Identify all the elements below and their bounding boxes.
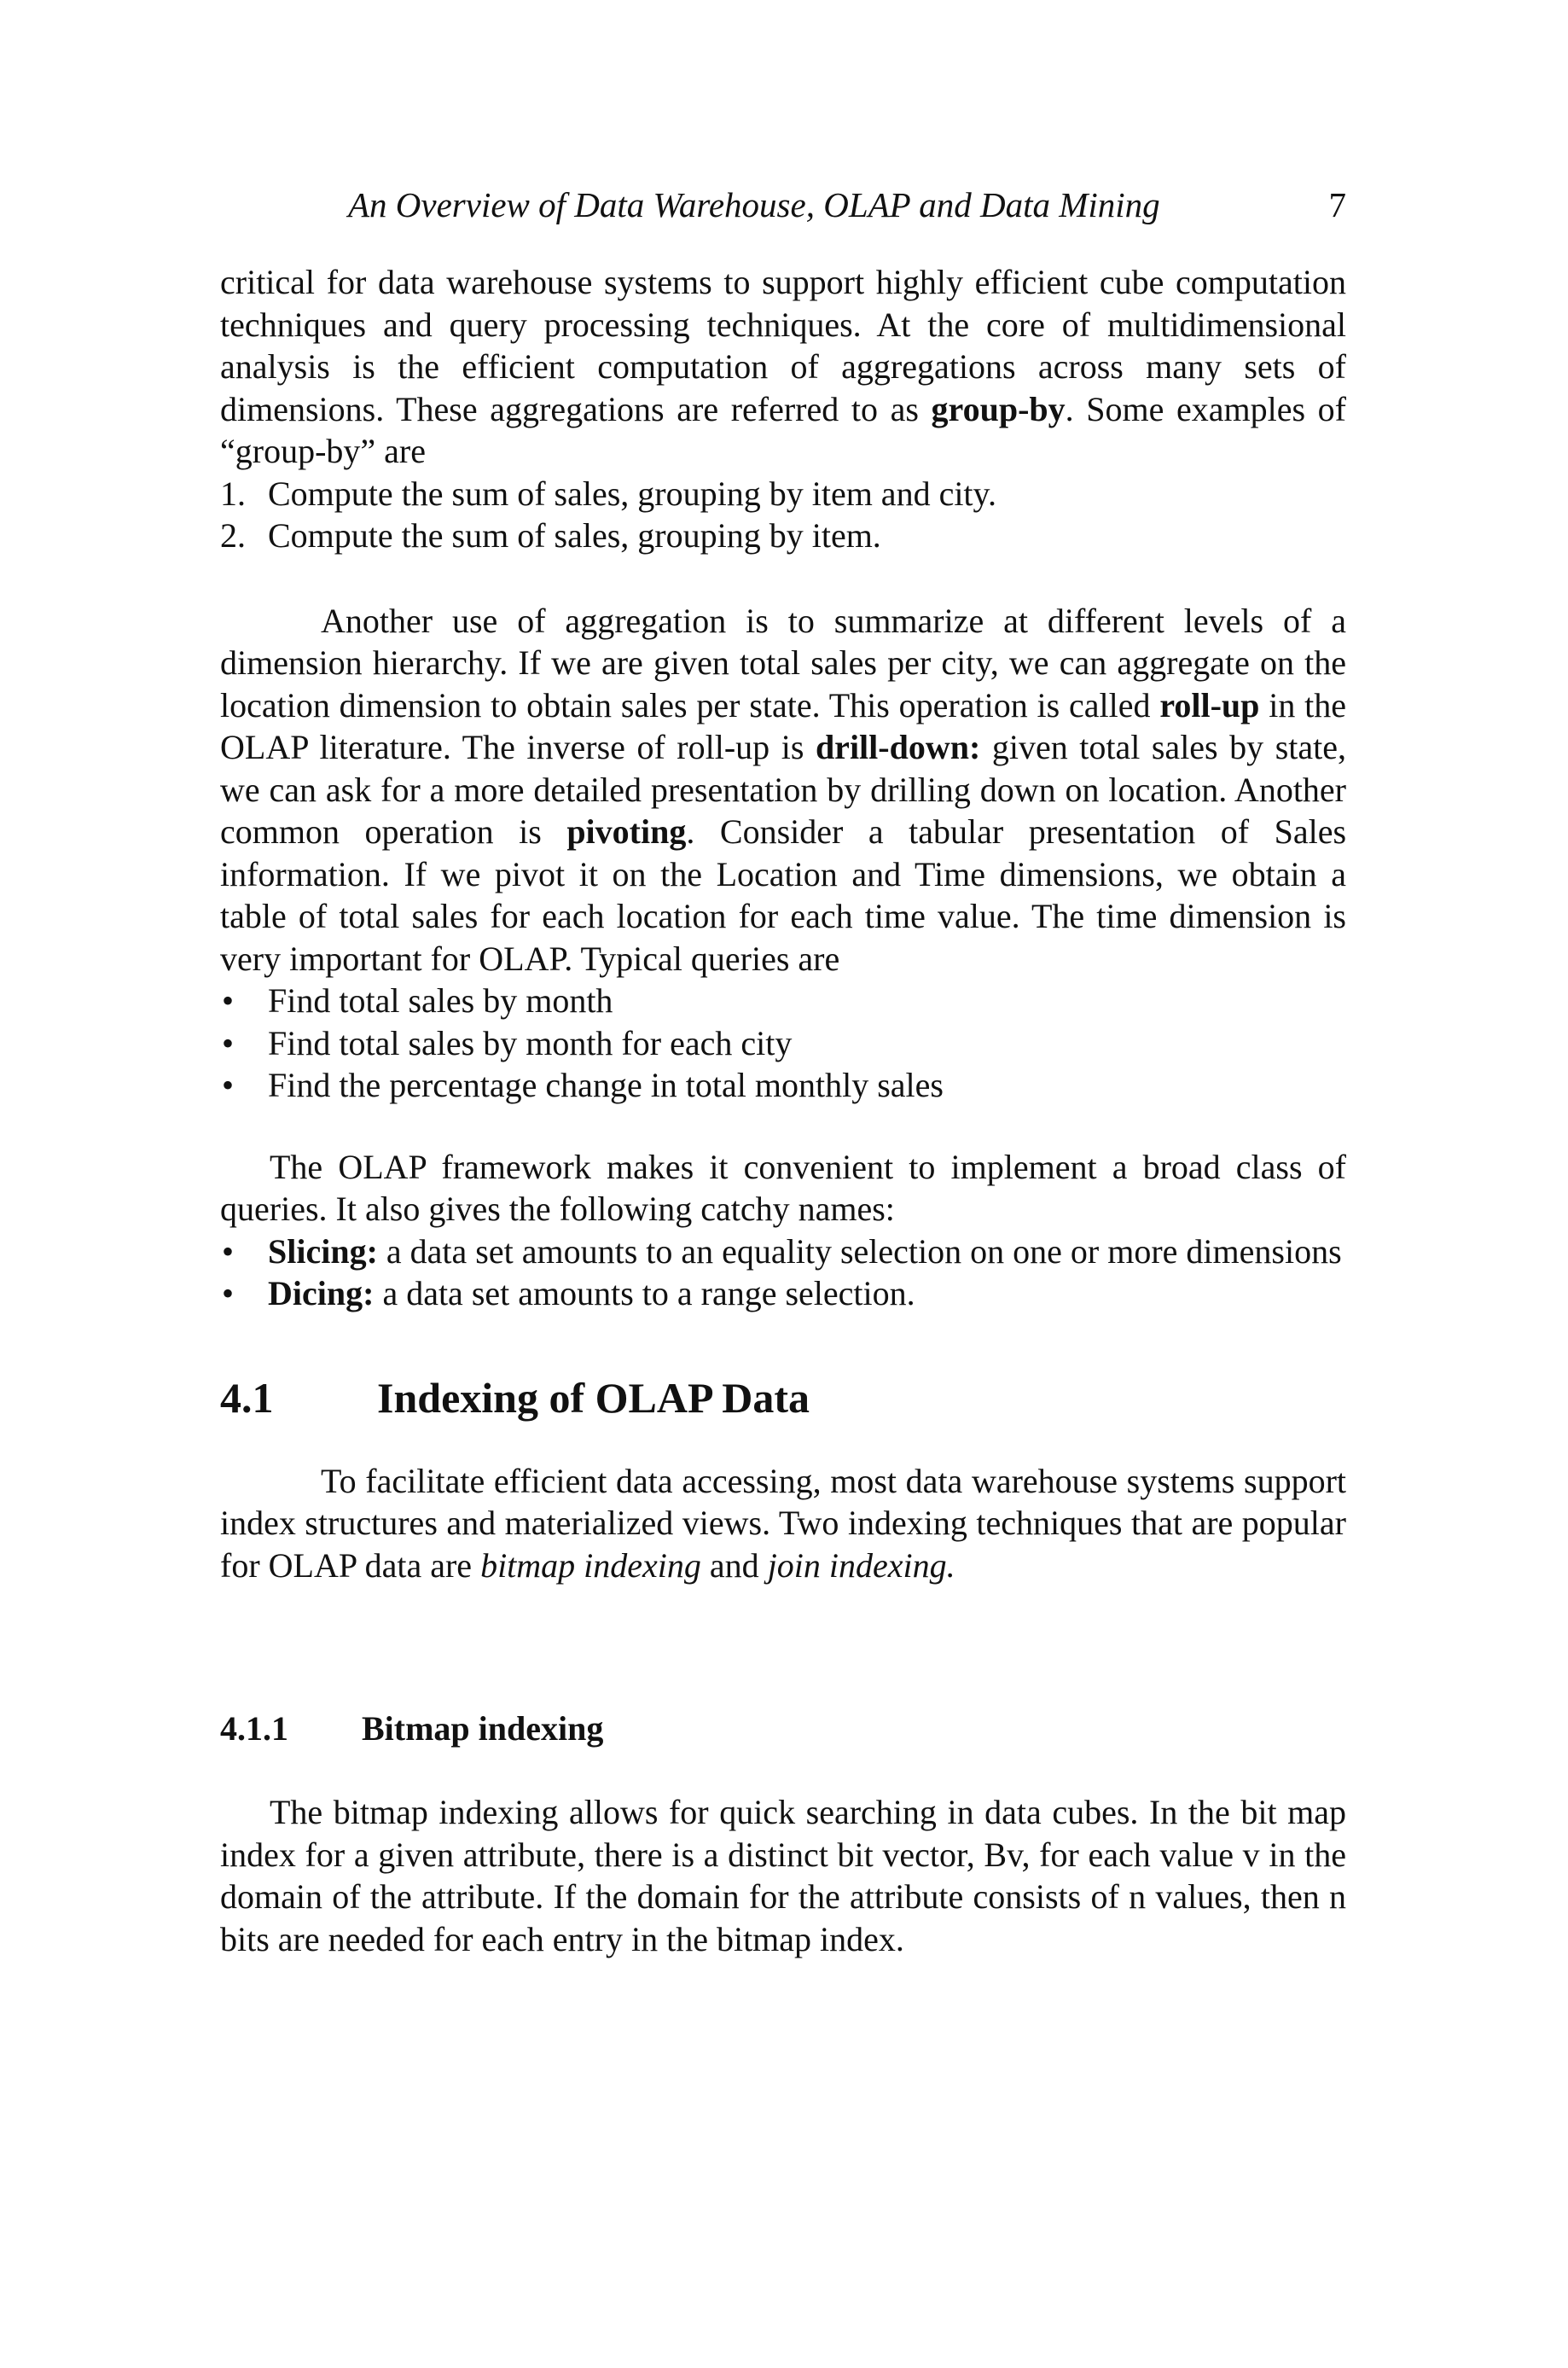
list-item-text: Find total sales by month for each city: [268, 1023, 793, 1062]
list-item: [220, 1231, 1346, 1273]
list-item-text: Find total sales by month: [268, 981, 613, 1020]
list-item-text: Compute the sum of sales, grouping by item.: [268, 516, 881, 555]
term-join-indexing: join indexing.: [767, 1545, 955, 1585]
term-pivoting: pivoting: [566, 812, 687, 851]
term-roll-up: roll-up: [1159, 685, 1260, 724]
term-drill-down: drill-down:: [815, 728, 981, 766]
spacer: [220, 1428, 1346, 1460]
spacer: [220, 1315, 1346, 1368]
running-header: [220, 181, 1346, 229]
section-heading: [220, 1368, 1346, 1428]
bullet: •: [222, 981, 235, 1020]
group-by-examples-list: [220, 473, 1346, 557]
list-item: [220, 1064, 1346, 1107]
term-dicing: Dicing:: [268, 1274, 375, 1312]
page-number: 7: [1328, 185, 1346, 224]
list-item: [220, 515, 1346, 557]
bullet: •: [222, 1023, 235, 1062]
paragraph-aggregation: [220, 600, 1346, 980]
section-number: 4.1: [220, 1373, 274, 1422]
subsection-title: Bitmap indexing: [362, 1709, 604, 1748]
paragraph-group-by: [220, 261, 1346, 473]
paragraph-indexing-text-b: and: [700, 1545, 768, 1585]
term-bitmap-indexing: bitmap indexing: [480, 1545, 701, 1585]
list-item: [220, 473, 1346, 515]
paragraph-olap-framework: The OLAP framework makes it convenient to implement a broad class of queries. It also gives the following catchy names:: [220, 1147, 1346, 1228]
paragraph-aggregation-text-b: in the OLAP literature. The inverse of roll-up is: [220, 685, 1347, 766]
list-item: [220, 1022, 1346, 1065]
list-item-text: Find the percentage change in total monthly sales: [268, 1066, 944, 1104]
typical-queries-list: [220, 980, 1346, 1107]
list-item: [220, 980, 1346, 1022]
paragraph-group-by-text-a: critical for data warehouse systems to support highly efficient cube computation techniques and query processing techniques. At the core of multidimensional analysis is the efficient computation of aggregations across many sets of dimensions. These aggregations are referred to as: [220, 263, 1346, 428]
paragraph-indexing: [220, 1460, 1346, 1587]
list-item-text: Compute the sum of sales, grouping by item and city.: [268, 474, 996, 513]
bullet: •: [222, 1274, 235, 1312]
term-slicing: Slicing:: [268, 1231, 378, 1271]
paragraph-bitmap-indexing: The bitmap indexing allows for quick searching in data cubes. In the bit map index for a given attribute, there is a distinct bit vector, Bv, for each value v in the domain of the attribute. If the domain for the attribute consists of n values, then n bits are needed for each entry in the bitmap index.: [220, 1793, 1346, 1958]
subsection-heading: [220, 1706, 1346, 1752]
list-item-text: a data set amounts to an equality selection on one or more dimensions: [377, 1231, 1342, 1271]
paragraph-aggregation-text-a: Another use of aggregation is to summarize at different levels of a dimension hierarchy. If we are given total sales per city, we can aggregate on the location dimension to obtain sales per state. This operation is called: [220, 601, 1346, 724]
paragraph-group-by-text-b: . Some examples of “group-by” are: [220, 389, 1346, 470]
list-number: 2.: [220, 516, 246, 555]
spacer: [220, 557, 1346, 600]
paragraph-indexing-text-a: To facilitate efficient data accessing, most data warehouse systems support index structures and materialized views. Two indexing techniques that are popular for OLAP data are: [220, 1461, 1346, 1585]
list-item: [220, 1272, 1346, 1315]
catchy-names-list: [220, 1231, 1346, 1315]
section-title: Indexing of OLAP Data: [377, 1373, 810, 1422]
paragraph-aggregation-text-c: given total sales by state, we can ask for a more detailed presentation by drilling down on location. Another common operation is: [220, 728, 1347, 851]
spacer: [220, 1107, 1346, 1146]
running-title: An Overview of Data Warehouse, OLAP and Data Mining: [348, 185, 1160, 224]
bullet: •: [222, 1066, 235, 1104]
term-group-by: group-by: [931, 389, 1066, 428]
list-item-text: a data set amounts to a range selection.: [374, 1274, 915, 1312]
page-body: [220, 261, 1346, 1960]
list-number: 1.: [220, 474, 246, 513]
subsection-number: 4.1.1: [220, 1709, 288, 1748]
spacer: [220, 1586, 1346, 1706]
spacer: [220, 1752, 1346, 1791]
bullet: •: [222, 1231, 235, 1271]
paragraph-aggregation-text-d: . Consider a tabular presentation of Sales information. If we pivot it on the Location and Time dimensions, we obtain a table of total sales for each location for each time value. The time dimension is very important for OLAP. Typical queries are: [220, 812, 1347, 978]
